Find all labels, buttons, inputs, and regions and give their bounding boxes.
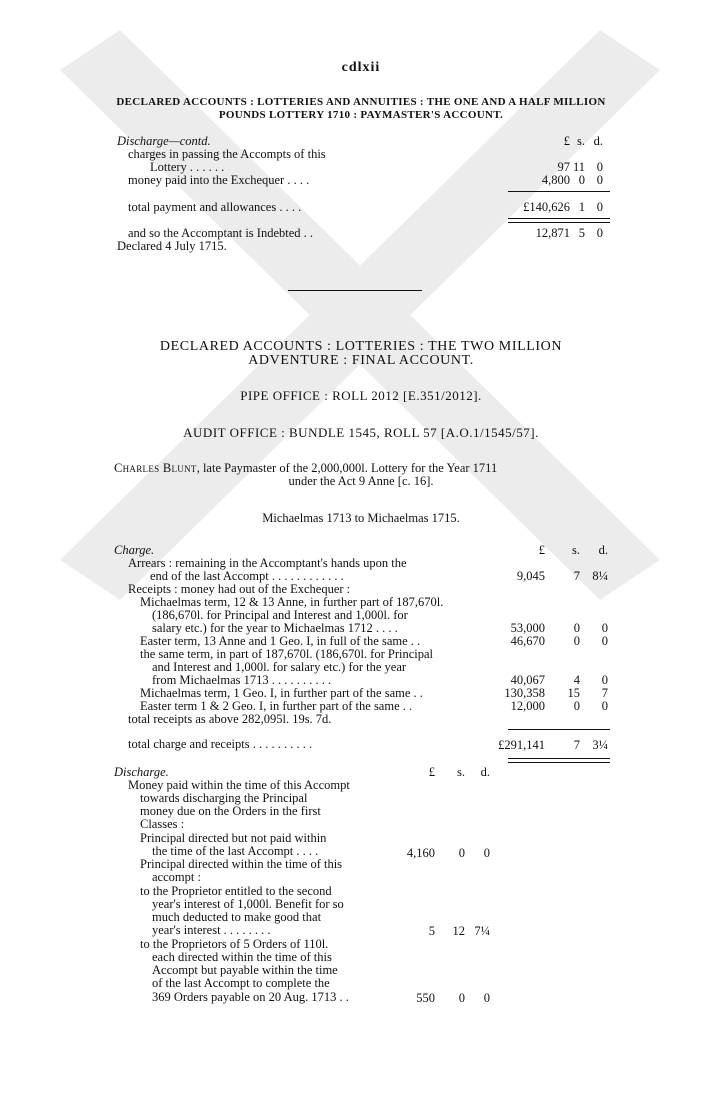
discharge-amount-pence: 0: [483, 991, 490, 1005]
s1-row3-pounds: £140,626: [523, 200, 570, 214]
charge-line: Receipts : money had out of the Exchequer :: [128, 582, 351, 596]
charge-label: Charge.: [114, 543, 155, 557]
discharge-line: Principal directed but not paid within: [140, 831, 327, 845]
s1-row1-shillings: 11: [572, 160, 585, 174]
charge-amount-shillings: 0: [573, 634, 580, 648]
charge-line: Easter term, 13 Anne and 1 Geo. I, in full of the same . .: [140, 634, 421, 648]
charge-amount-pounds: 40,067: [510, 673, 545, 687]
discharge-line: of the last Accompt to complete the: [152, 976, 330, 990]
s1-row3-line1: total payment and allowances . . . .: [128, 200, 302, 214]
s1-double-rule: [508, 218, 610, 223]
charge-line: salary etc.) for the year to Michaelmas 1712 . . . .: [152, 621, 398, 635]
charge-total-line: total charge and receipts . . . . . . . . . .: [128, 737, 313, 751]
discharge-amount-shillings: 12: [452, 924, 465, 938]
charge-total-pounds: £291,141: [498, 738, 545, 752]
accountant-line2: under the Act 9 Anne [c. 16].: [288, 474, 434, 488]
s1-row4-line1: and so the Accomptant is Indebted . .: [128, 226, 314, 240]
s1-row2-shillings: 0: [578, 173, 585, 187]
discharge-amount-pounds: 550: [416, 991, 435, 1005]
accountant-name: Charles Blunt: [114, 461, 197, 475]
s1-col-pounds: £: [563, 134, 570, 148]
charge-amount-pounds: 46,670: [510, 634, 545, 648]
discharge-col-shillings: s.: [457, 765, 465, 779]
charge-amount-pounds: 12,000: [510, 699, 545, 713]
charge-line: and Interest and 1,000l. for salary etc.) for the year: [152, 660, 407, 674]
charge-amount-pence: 0: [601, 621, 608, 635]
s1-row3-shillings: 1: [578, 200, 585, 214]
discharge-amount-pounds: 4,160: [406, 846, 435, 860]
s1-row1-line1: charges in passing the Accompts of this: [128, 147, 326, 161]
charge-amount-shillings: 15: [567, 686, 580, 700]
charge-amount-pounds: 130,358: [504, 686, 545, 700]
discharge-line: towards discharging the Principal: [140, 791, 308, 805]
discharge-line: Principal directed within the time of this: [140, 857, 343, 871]
section-separator: [288, 290, 422, 291]
charge-amount-pounds: 53,000: [510, 621, 545, 635]
discharge-line: to the Proprietor entitled to the second: [140, 884, 332, 898]
s2-col-shillings: s.: [572, 543, 580, 557]
charge-amount-pence: 0: [601, 699, 608, 713]
charge-total-shillings: 7: [573, 738, 580, 752]
charge-amount-pence: 0: [601, 634, 608, 648]
discharge-line: each directed within the time of this: [152, 950, 332, 964]
s1-row2-line1: money paid into the Exchequer . . . .: [128, 173, 310, 187]
charge-rule: [508, 729, 610, 730]
s1-row2-pence: 0: [596, 173, 603, 187]
page-number: cdlxii: [341, 60, 381, 75]
charge-amount-pence: 8¼: [592, 569, 608, 583]
discharge-line: Classes :: [140, 817, 185, 831]
discharge-line: 369 Orders payable on 20 Aug. 1713 . .: [152, 990, 349, 1004]
charge-amount-pounds: 9,045: [516, 569, 545, 583]
section1-heading-line2: POUNDS LOTTERY 1710 : PAYMASTER'S ACCOUNT.: [218, 109, 504, 121]
section2-title-line1: DECLARED ACCOUNTS : LOTTERIES : THE TWO MILLION: [159, 339, 563, 354]
charge-amount-shillings: 0: [573, 621, 580, 635]
s1-col-pence: d.: [593, 134, 603, 148]
pipe-office-ref: PIPE OFFICE : ROLL 2012 [E.351/2012].: [240, 388, 482, 403]
discharge-col-pounds: £: [428, 765, 435, 779]
charge-amount-shillings: 7: [573, 569, 580, 583]
charge-amount-pence: 7: [601, 686, 608, 700]
s1-rule: [508, 191, 610, 192]
charge-line: total receipts as above 282,095l. 19s. 7d.: [128, 712, 332, 726]
charge-amount-pence: 0: [601, 673, 608, 687]
section1-heading-line1: DECLARED ACCOUNTS : LOTTERIES AND ANNUITIES : THE ONE AND A HALF MILLION: [116, 96, 606, 108]
discharge-line: year's interest . . . . . . . .: [152, 923, 271, 937]
charge-total-pence: 3¼: [592, 738, 608, 752]
charge-line: (186,670l. for Principal and Interest and 1,000l. for: [152, 608, 408, 622]
charge-line: Easter term 1 & 2 Geo. I, in further part of the same . .: [140, 699, 413, 713]
charge-amount-shillings: 0: [573, 699, 580, 713]
s1-declared: Declared 4 July 1715.: [117, 239, 227, 253]
s1-col-shillings: s.: [577, 134, 585, 148]
audit-office-ref: AUDIT OFFICE : BUNDLE 1545, ROLL 57 [A.O.1/1545/57].: [183, 425, 539, 440]
discharge-line: accompt :: [152, 870, 201, 884]
period: Michaelmas 1713 to Michaelmas 1715.: [262, 511, 460, 525]
s1-row4-pounds: 12,871: [535, 226, 570, 240]
s1-row1-pounds: 97: [557, 160, 570, 174]
discharge-line: much deducted to make good that: [152, 910, 322, 924]
accountant-line1-rest: , late Paymaster of the 2,000,000l. Lottery for the Year 1711: [196, 461, 498, 475]
charge-line: Michaelmas term, 1 Geo. I, in further part of the same . .: [140, 686, 423, 700]
charge-line: Michaelmas term, 12 & 13 Anne, in further part of 187,670l.: [140, 595, 444, 609]
discharge-line: Accompt but payable within the time: [152, 963, 338, 977]
discharge-amount-pence: 7¼: [474, 924, 490, 938]
discharge-amount-pence: 0: [483, 846, 490, 860]
discharge-line: the time of the last Accompt . . . .: [152, 844, 319, 858]
s1-row1-pence: 0: [596, 160, 603, 174]
charge-double-rule: [508, 758, 610, 763]
charge-amount-shillings: 4: [573, 673, 580, 687]
s1-discharge-label: Discharge—contd.: [117, 134, 211, 148]
s2-col-pence: d.: [598, 543, 608, 557]
s2-col-pounds: £: [538, 543, 545, 557]
s1-row4-shillings: 5: [578, 226, 585, 240]
discharge-amount-shillings: 0: [458, 991, 465, 1005]
s1-row4-pence: 0: [596, 226, 603, 240]
charge-line: end of the last Accompt . . . . . . . . . . . .: [150, 569, 344, 583]
charge-line: from Michaelmas 1713 . . . . . . . . . .: [152, 673, 332, 687]
s1-row1-line2: Lottery . . . . . .: [150, 160, 225, 174]
s1-row2-pounds: 4,800: [541, 173, 570, 187]
discharge-label: Discharge.: [114, 765, 169, 779]
discharge-line: Money paid within the time of this Accompt: [128, 778, 350, 792]
discharge-line: money due on the Orders in the first: [140, 804, 321, 818]
charge-line: Arrears : remaining in the Accomptant's hands upon the: [128, 556, 407, 570]
discharge-col-pence: d.: [480, 765, 490, 779]
discharge-line: to the Proprietors of 5 Orders of 110l.: [140, 937, 329, 951]
s1-row3-pence: 0: [596, 200, 603, 214]
discharge-amount-shillings: 0: [458, 846, 465, 860]
charge-line: the same term, in part of 187,670l. (186,670l. for Principal: [140, 647, 433, 661]
discharge-line: year's interest of 1,000l. Benefit for so: [152, 897, 344, 911]
discharge-amount-pounds: 5: [428, 924, 435, 938]
section2-title-line2: ADVENTURE : FINAL ACCOUNT.: [248, 353, 474, 368]
